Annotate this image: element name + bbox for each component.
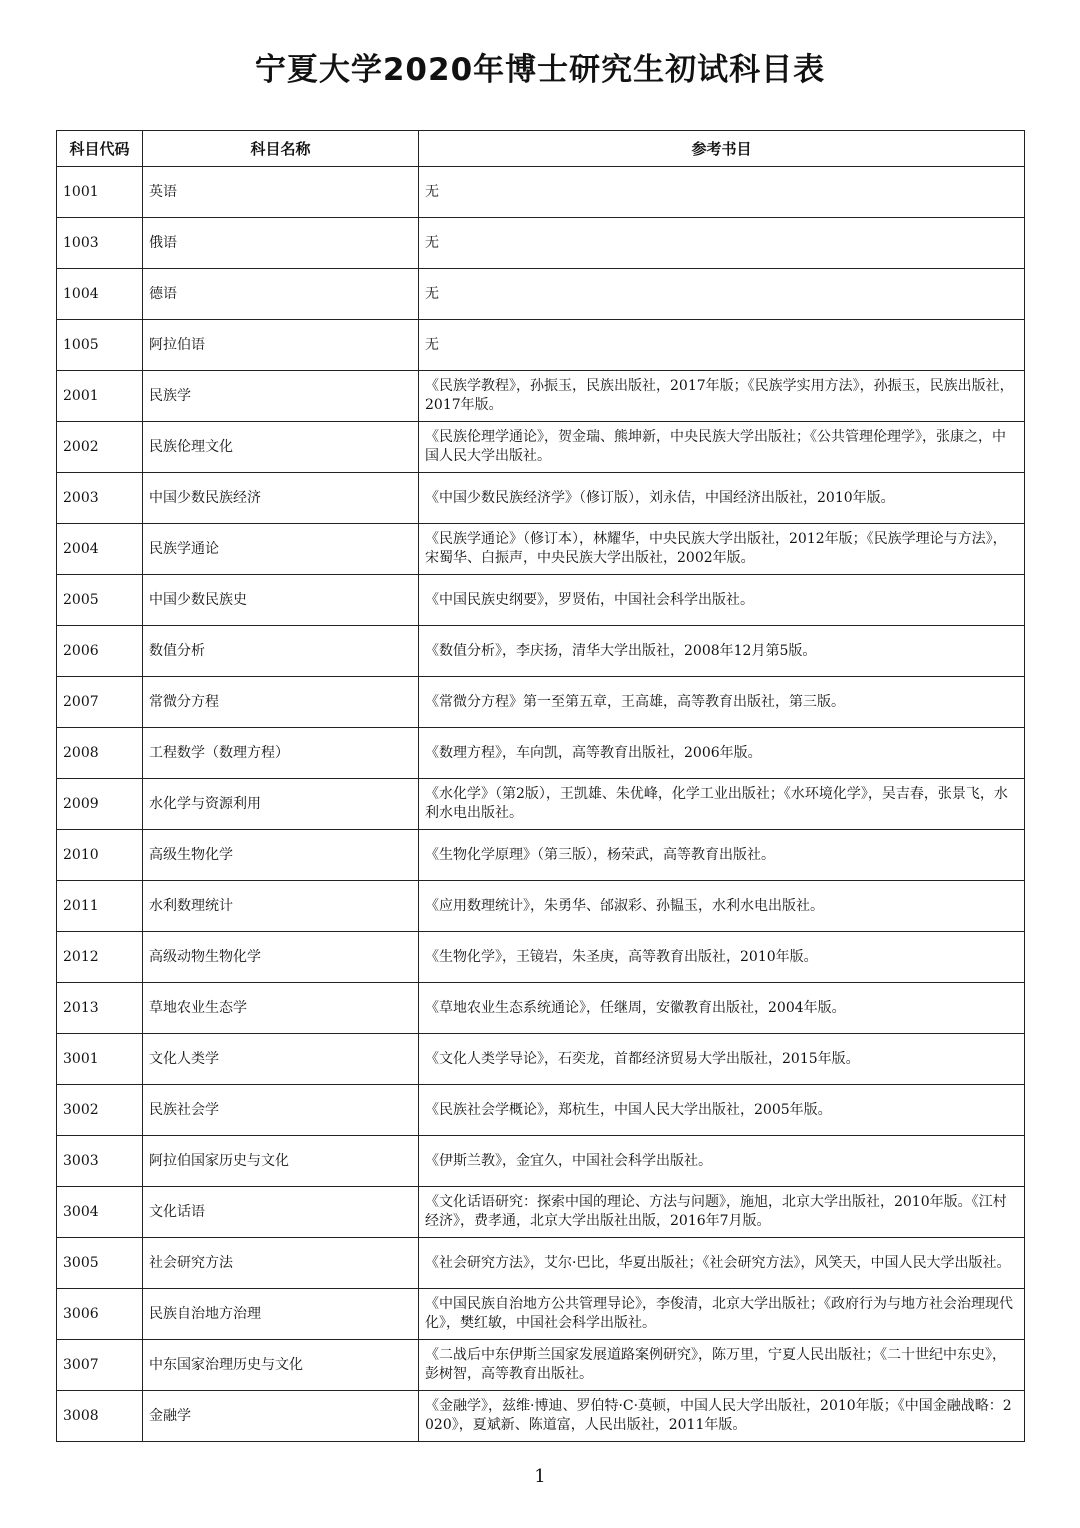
subject-code-cell: 2002 — [57, 422, 143, 473]
reference-books-cell: 《中国民族自治地方公共管理导论》，李俊清，北京大学出版社；《政府行为与地方社会治理现代化》，樊红敏，中国社会科学出版社。 — [419, 1289, 1025, 1340]
subject-name-cell: 水利数理统计 — [143, 881, 419, 932]
subject-name-cell: 俄语 — [143, 218, 419, 269]
table-row — [57, 371, 1025, 422]
table-header-row — [57, 131, 1025, 167]
reference-books-cell: 《生物化学原理》（第三版），杨荣武，高等教育出版社。 — [419, 830, 1025, 881]
table-row — [57, 269, 1025, 320]
subject-code-cell: 3005 — [57, 1238, 143, 1289]
reference-books-cell: 《社会研究方法》，艾尔·巴比，华夏出版社；《社会研究方法》，风笑天，中国人民大学出版社。 — [419, 1238, 1025, 1289]
subject-table — [56, 130, 1025, 1442]
subject-name-cell: 英语 — [143, 167, 419, 218]
subject-code-cell: 2001 — [57, 371, 143, 422]
table-body — [57, 167, 1025, 1442]
reference-books-cell: 无 — [419, 269, 1025, 320]
subject-name-cell: 数值分析 — [143, 626, 419, 677]
table-row — [57, 320, 1025, 371]
reference-books-cell: 《中国民族史纲要》，罗贤佑，中国社会科学出版社。 — [419, 575, 1025, 626]
subject-name-cell: 德语 — [143, 269, 419, 320]
reference-books-cell: 《金融学》，兹维·博迪、罗伯特·C·莫顿，中国人民大学出版社，2010年版；《中国金融战略：2020》，夏斌新、陈道富，人民出版社，2011年版。 — [419, 1391, 1025, 1442]
table-row — [57, 1187, 1025, 1238]
reference-books-cell: 《应用数理统计》，朱勇华、邰淑彩、孙韫玉，水利水电出版社。 — [419, 881, 1025, 932]
reference-books-cell: 《民族社会学概论》，郑杭生，中国人民大学出版社，2005年版。 — [419, 1085, 1025, 1136]
subject-code-cell: 3002 — [57, 1085, 143, 1136]
subject-name-cell: 社会研究方法 — [143, 1238, 419, 1289]
reference-books-cell: 《文化人类学导论》，石奕龙，首都经济贸易大学出版社，2015年版。 — [419, 1034, 1025, 1085]
table-row — [57, 677, 1025, 728]
reference-books-cell: 无 — [419, 167, 1025, 218]
subject-name-cell: 中国少数民族经济 — [143, 473, 419, 524]
reference-books-cell: 《生物化学》，王镜岩，朱圣庚，高等教育出版社，2010年版。 — [419, 932, 1025, 983]
subject-code-cell: 2007 — [57, 677, 143, 728]
table-row — [57, 575, 1025, 626]
header-name: 科目名称 — [143, 131, 419, 167]
subject-name-cell: 水化学与资源利用 — [143, 779, 419, 830]
subject-code-cell: 3007 — [57, 1340, 143, 1391]
table-row — [57, 1136, 1025, 1187]
table-row — [57, 422, 1025, 473]
reference-books-cell: 《文化话语研究：探索中国的理论、方法与问题》，施旭，北京大学出版社，2010年版。《江村经济》，费孝通，北京大学出版社出版，2016年7月版。 — [419, 1187, 1025, 1238]
subject-code-cell: 3006 — [57, 1289, 143, 1340]
table-row — [57, 1289, 1025, 1340]
subject-name-cell: 文化话语 — [143, 1187, 419, 1238]
reference-books-cell: 《民族学通论》（修订本），林耀华，中央民族大学出版社，2012年版；《民族学理论与方法》，宋蜀华、白振声，中央民族大学出版社，2002年版。 — [419, 524, 1025, 575]
table-row — [57, 218, 1025, 269]
reference-books-cell: 《数理方程》，车向凯，高等教育出版社，2006年版。 — [419, 728, 1025, 779]
subject-name-cell: 民族伦理文化 — [143, 422, 419, 473]
subject-name-cell: 文化人类学 — [143, 1034, 419, 1085]
subject-code-cell: 1004 — [57, 269, 143, 320]
subject-code-cell: 2008 — [57, 728, 143, 779]
reference-books-cell: 《伊斯兰教》，金宜久，中国社会科学出版社。 — [419, 1136, 1025, 1187]
table-row — [57, 1034, 1025, 1085]
subject-name-cell: 金融学 — [143, 1391, 419, 1442]
table-row — [57, 728, 1025, 779]
reference-books-cell: 《二战后中东伊斯兰国家发展道路案例研究》，陈万里，宁夏人民出版社；《二十世纪中东史》，彭树智，高等教育出版社。 — [419, 1340, 1025, 1391]
table-row — [57, 626, 1025, 677]
subject-code-cell: 3008 — [57, 1391, 143, 1442]
table-row — [57, 983, 1025, 1034]
subject-code-cell: 2010 — [57, 830, 143, 881]
subject-name-cell: 常微分方程 — [143, 677, 419, 728]
subject-name-cell: 高级动物生物化学 — [143, 932, 419, 983]
subject-code-cell: 2003 — [57, 473, 143, 524]
table-row — [57, 473, 1025, 524]
table-row — [57, 1391, 1025, 1442]
subject-name-cell: 阿拉伯语 — [143, 320, 419, 371]
page-title: 宁夏大学2020年博士研究生初试科目表 — [254, 52, 826, 88]
reference-books-cell: 《中国少数民族经济学》（修订版），刘永佶，中国经济出版社，2010年版。 — [419, 473, 1025, 524]
subject-code-cell: 3003 — [57, 1136, 143, 1187]
table-row — [57, 830, 1025, 881]
page-number: 1 — [534, 1466, 546, 1487]
header-reference: 参考书目 — [419, 131, 1025, 167]
header-code: 科目代码 — [57, 131, 143, 167]
subject-code-cell: 2013 — [57, 983, 143, 1034]
subject-name-cell: 民族学 — [143, 371, 419, 422]
subject-name-cell: 阿拉伯国家历史与文化 — [143, 1136, 419, 1187]
subject-name-cell: 民族学通论 — [143, 524, 419, 575]
reference-books-cell: 无 — [419, 320, 1025, 371]
table-row — [57, 1085, 1025, 1136]
table-row — [57, 881, 1025, 932]
reference-books-cell: 《水化学》（第2版），王凯雄、朱优峰，化学工业出版社；《水环境化学》，吴吉春，张景飞，水利水电出版社。 — [419, 779, 1025, 830]
subject-name-cell: 中国少数民族史 — [143, 575, 419, 626]
subject-name-cell: 工程数学（数理方程） — [143, 728, 419, 779]
subject-name-cell: 民族自治地方治理 — [143, 1289, 419, 1340]
subject-name-cell: 民族社会学 — [143, 1085, 419, 1136]
reference-books-cell: 《民族学教程》，孙振玉，民族出版社，2017年版；《民族学实用方法》，孙振玉，民族出版社，2017年版。 — [419, 371, 1025, 422]
reference-books-cell: 《数值分析》，李庆扬，清华大学出版社，2008年12月第5版。 — [419, 626, 1025, 677]
table-row — [57, 524, 1025, 575]
subject-code-cell: 2005 — [57, 575, 143, 626]
subject-code-cell: 2004 — [57, 524, 143, 575]
reference-books-cell: 《草地农业生态系统通论》，任继周，安徽教育出版社，2004年版。 — [419, 983, 1025, 1034]
subject-name-cell: 高级生物化学 — [143, 830, 419, 881]
subject-code-cell: 2011 — [57, 881, 143, 932]
subject-name-cell: 中东国家治理历史与文化 — [143, 1340, 419, 1391]
subject-code-cell: 1003 — [57, 218, 143, 269]
subject-code-cell: 2006 — [57, 626, 143, 677]
table-row — [57, 167, 1025, 218]
subject-code-cell: 3001 — [57, 1034, 143, 1085]
table-row — [57, 779, 1025, 830]
table-row — [57, 1238, 1025, 1289]
table-row — [57, 1340, 1025, 1391]
table-row — [57, 932, 1025, 983]
subject-code-cell: 1001 — [57, 167, 143, 218]
reference-books-cell: 无 — [419, 218, 1025, 269]
subject-code-cell: 2012 — [57, 932, 143, 983]
subject-code-cell: 1005 — [57, 320, 143, 371]
reference-books-cell: 《常微分方程》第一至第五章，王高雄，高等教育出版社，第三版。 — [419, 677, 1025, 728]
subject-name-cell: 草地农业生态学 — [143, 983, 419, 1034]
subject-code-cell: 3004 — [57, 1187, 143, 1238]
reference-books-cell: 《民族伦理学通论》，贺金瑞、熊坤新，中央民族大学出版社；《公共管理伦理学》，张康之，中国人民大学出版社。 — [419, 422, 1025, 473]
subject-code-cell: 2009 — [57, 779, 143, 830]
